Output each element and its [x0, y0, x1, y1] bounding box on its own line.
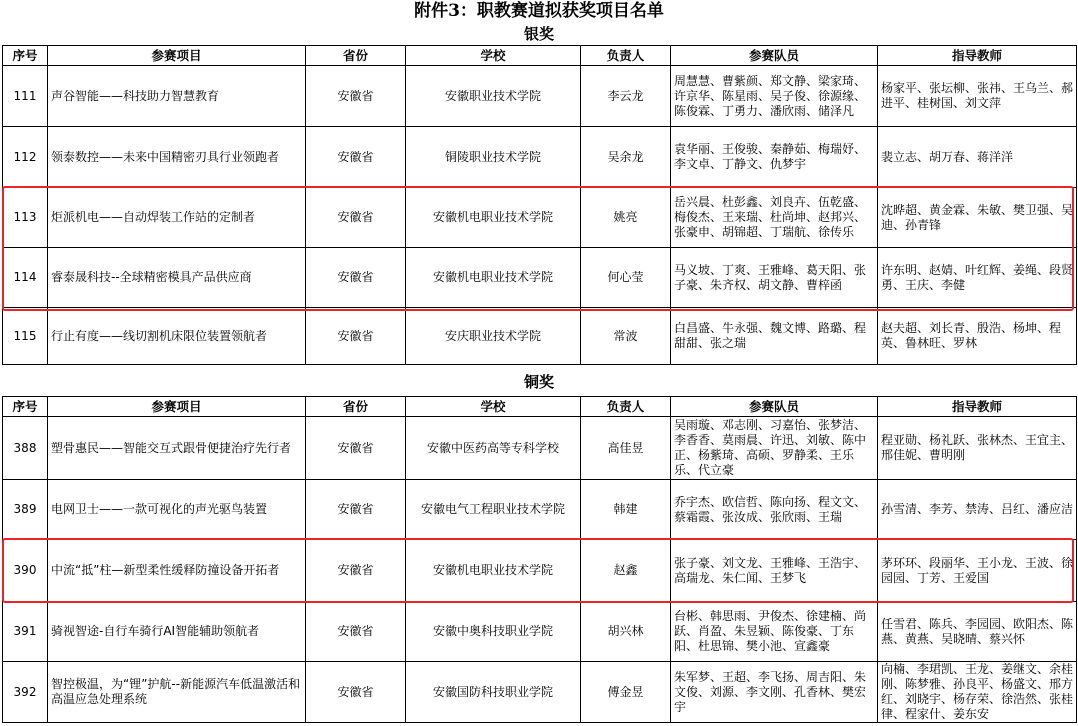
cell-members [671, 662, 878, 723]
col-header-school: 学校 [406, 397, 581, 417]
teachers-text: 裴立志、胡万春、蒋洋洋 [881, 149, 1014, 164]
col-header-teachers: 指导教师 [878, 46, 1077, 66]
members-text: 朱军梦、王超、李飞扬、周吉阳、朱文俊、刘源、李文刚、孔香林、樊宏宇 [674, 669, 867, 714]
cell-teachers [878, 417, 1077, 480]
cell-no: 391 [3, 602, 48, 662]
cell-project: 炬派机电——自动焊装工作站的定制者 [48, 188, 306, 248]
col-header-teachers: 指导教师 [878, 397, 1077, 417]
cell-no: 112 [3, 127, 48, 188]
members-text: 张子豪、刘文龙、王雅峰、王浩宇、高瑞龙、朱仁闻、王梦飞 [674, 555, 867, 585]
col-header-no: 序号 [3, 46, 48, 66]
teachers-text: 孙雪清、李芳、禁涛、吕红、潘应洁 [881, 502, 1073, 516]
cell-project: 中流“抵”柱—新型柔性缓释防撞设备开拓者 [48, 540, 306, 602]
cell-leader: 李云龙 [581, 66, 671, 127]
teachers-text: 沈晔超、黄金霖、朱敏、樊卫强、吴迪、孙青锋 [881, 202, 1073, 232]
teachers-text: 向楠、李珺凯、王龙、姜继文、余桂刚、陈梦雅、孙良平、杨盛文、邢方红、刘晓宇、杨存荣、徐浩然、张桂律、程家什、姜东安 [881, 662, 1073, 721]
col-header-members: 参赛队员 [671, 46, 878, 66]
col-header-project: 参赛项目 [48, 397, 306, 417]
silver-award-table [2, 45, 1077, 365]
members-text: 马义坡、丁爽、王雅峰、葛天阳、张子豪、朱齐权、胡文静、曹梓函 [674, 262, 867, 292]
cell-province: 安徽省 [306, 540, 406, 602]
table-row [3, 480, 1077, 540]
cell-teachers [878, 540, 1077, 602]
members-text: 袁华丽、王俊骏、秦静茹、梅瑞妤、李文卓、丁静文、仇梦宇 [674, 142, 867, 171]
table-header-row [3, 397, 1077, 417]
cell-school: 安庆职业技术学院 [406, 308, 581, 365]
col-header-province: 省份 [306, 397, 406, 417]
col-header-members: 参赛队员 [671, 397, 878, 417]
table-header-row [3, 46, 1077, 66]
cell-no: 113 [3, 188, 48, 248]
cell-no: 389 [3, 480, 48, 540]
cell-no: 111 [3, 66, 48, 127]
cell-school: 安徽国防科技职业学院 [406, 662, 581, 723]
cell-project: 智控极温，为“锂”护航--新能源汽车低温激活和高温应急处理系统 [48, 662, 306, 723]
section-title-bronze: 铜奖 [523, 373, 554, 391]
cell-project: 睿泰晟科技--全球精密模具产品供应商 [48, 248, 306, 308]
table-row [3, 602, 1077, 662]
cell-province: 安徽省 [306, 662, 406, 723]
cell-leader: 高佳昱 [581, 417, 671, 480]
members-text: 岳兴晨、杜彭鑫、刘良卉、伍乾盛、梅俊杰、王来瑞、杜尚坤、赵邦兴、张豪申、胡锦超、丁瑞航、徐传乐 [674, 195, 867, 239]
cell-leader: 胡兴林 [581, 602, 671, 662]
col-header-school: 学校 [406, 46, 581, 66]
cell-teachers [878, 308, 1077, 365]
cell-members [671, 127, 878, 188]
cell-province: 安徽省 [306, 417, 406, 480]
col-header-province: 省份 [306, 46, 406, 66]
cell-leader: 韩建 [581, 480, 671, 540]
cell-project: 电网卫士——一款可视化的声光驱鸟装置 [48, 480, 306, 540]
cell-leader: 何心莹 [581, 248, 671, 308]
members-text: 乔宇杰、欧信哲、陈向扬、程文文、蔡霜霞、张汝成、张欣雨、王瑞 [674, 494, 867, 524]
members-text: 台彬、韩思雨、尹俊杰、徐建楠、尚跃、肖盈、朱昱颖、陈俊豪、丁东阳、杜思锦、樊小池、宣鑫豪 [674, 609, 867, 653]
cell-school: 安徽机电职业技术学院 [406, 188, 581, 248]
teachers-text: 茅环环、段丽华、王小龙、王波、徐园园、丁芳、王爱国 [881, 555, 1073, 585]
cell-teachers [878, 248, 1077, 308]
cell-school: 安徽中医药高等专科学校 [406, 417, 581, 480]
cell-members [671, 66, 878, 127]
cell-members [671, 602, 878, 662]
table-row [3, 540, 1077, 602]
cell-teachers [878, 127, 1077, 188]
cell-leader: 吴余龙 [581, 127, 671, 188]
table-row [3, 417, 1077, 480]
teachers-text: 任雪君、陈兵、李园园、欧阳杰、陈燕、黄燕、吴晓晴、蔡兴怀 [881, 616, 1073, 646]
cell-province: 安徽省 [306, 248, 406, 308]
cell-leader: 姚亮 [581, 188, 671, 248]
table-row [3, 248, 1077, 308]
cell-leader: 傅金昱 [581, 662, 671, 723]
cell-province: 安徽省 [306, 308, 406, 365]
bronze-award-table [2, 396, 1077, 723]
cell-leader: 赵鑫 [581, 540, 671, 602]
cell-members [671, 417, 878, 480]
cell-members [671, 188, 878, 248]
cell-members [671, 540, 878, 602]
cell-province: 安徽省 [306, 602, 406, 662]
cell-province: 安徽省 [306, 127, 406, 188]
teachers-text: 许东明、赵婧、叶红辉、姜绳、段贤勇、王庆、李健 [881, 262, 1073, 292]
table-row [3, 308, 1077, 365]
cell-project: 领泰数控——未来中国精密刃具行业领跑者 [48, 127, 306, 188]
cell-teachers [878, 602, 1077, 662]
cell-teachers [878, 66, 1077, 127]
col-header-project: 参赛项目 [48, 46, 306, 66]
teachers-text: 程亚勋、杨礼跃、张林杰、王宜主、邢佳妮、曹明刚 [881, 433, 1073, 462]
cell-members [671, 480, 878, 540]
cell-project: 塑骨惠民——智能交互式跟骨便捷治疗先行者 [48, 417, 306, 480]
cell-no: 115 [3, 308, 48, 365]
table-row [3, 188, 1077, 248]
cell-school: 安徽中奥科技职业学院 [406, 602, 581, 662]
document-title: 附件3：职教赛道拟获奖项目名单 [414, 1, 664, 21]
cell-school: 安徽机电职业技术学院 [406, 540, 581, 602]
members-text: 白昌盛、牛永强、魏文博、路璐、程甜甜、张之瑞 [674, 321, 867, 350]
col-header-no: 序号 [3, 397, 48, 417]
cell-no: 390 [3, 540, 48, 602]
cell-school: 安徽职业技术学院 [406, 66, 581, 127]
cell-school: 安徽电气工程职业技术学院 [406, 480, 581, 540]
teachers-text: 杨家平、张坛柳、张祎、王乌兰、郝进平、桂树国、刘文萍 [881, 81, 1073, 110]
members-text: 周慧慧、曹紫颜、郑文静、梁家琦、许京华、陈星雨、吴子俊、徐源缘、陈俊霖、丁勇力、潘欣雨、储泽凡 [674, 73, 867, 118]
table-row [3, 66, 1077, 127]
cell-school: 铜陵职业技术学院 [406, 127, 581, 188]
cell-province: 安徽省 [306, 188, 406, 248]
table-row [3, 662, 1077, 723]
cell-project: 声谷智能——科技助力智慧教育 [48, 66, 306, 127]
cell-province: 安徽省 [306, 480, 406, 540]
cell-project: 行止有度——线切割机床限位装置领航者 [48, 308, 306, 365]
section-title-silver: 银奖 [523, 25, 554, 43]
cell-no: 388 [3, 417, 48, 480]
cell-project: 骑视智途-自行车骑行AI智能辅助领航者 [48, 602, 306, 662]
cell-no: 114 [3, 248, 48, 308]
members-text: 吴雨璇、邓志刚、习嘉怡、张梦洁、李香香、莫雨晨、许迅、刘敏、陈中正、杨紫琦、高硕、罗静柔、王乐乐、代立豪 [674, 418, 867, 477]
cell-teachers [878, 480, 1077, 540]
teachers-text: 赵夫超、刘长青、殷浩、杨坤、程英、鲁林旺、罗林 [881, 321, 1062, 350]
col-header-leader: 负责人 [581, 397, 671, 417]
cell-teachers [878, 662, 1077, 723]
cell-teachers [878, 188, 1077, 248]
cell-members [671, 248, 878, 308]
cell-school: 安徽机电职业技术学院 [406, 248, 581, 308]
col-header-leader: 负责人 [581, 46, 671, 66]
cell-province: 安徽省 [306, 66, 406, 127]
table-row [3, 127, 1077, 188]
cell-leader: 常波 [581, 308, 671, 365]
cell-members [671, 308, 878, 365]
cell-no: 392 [3, 662, 48, 723]
